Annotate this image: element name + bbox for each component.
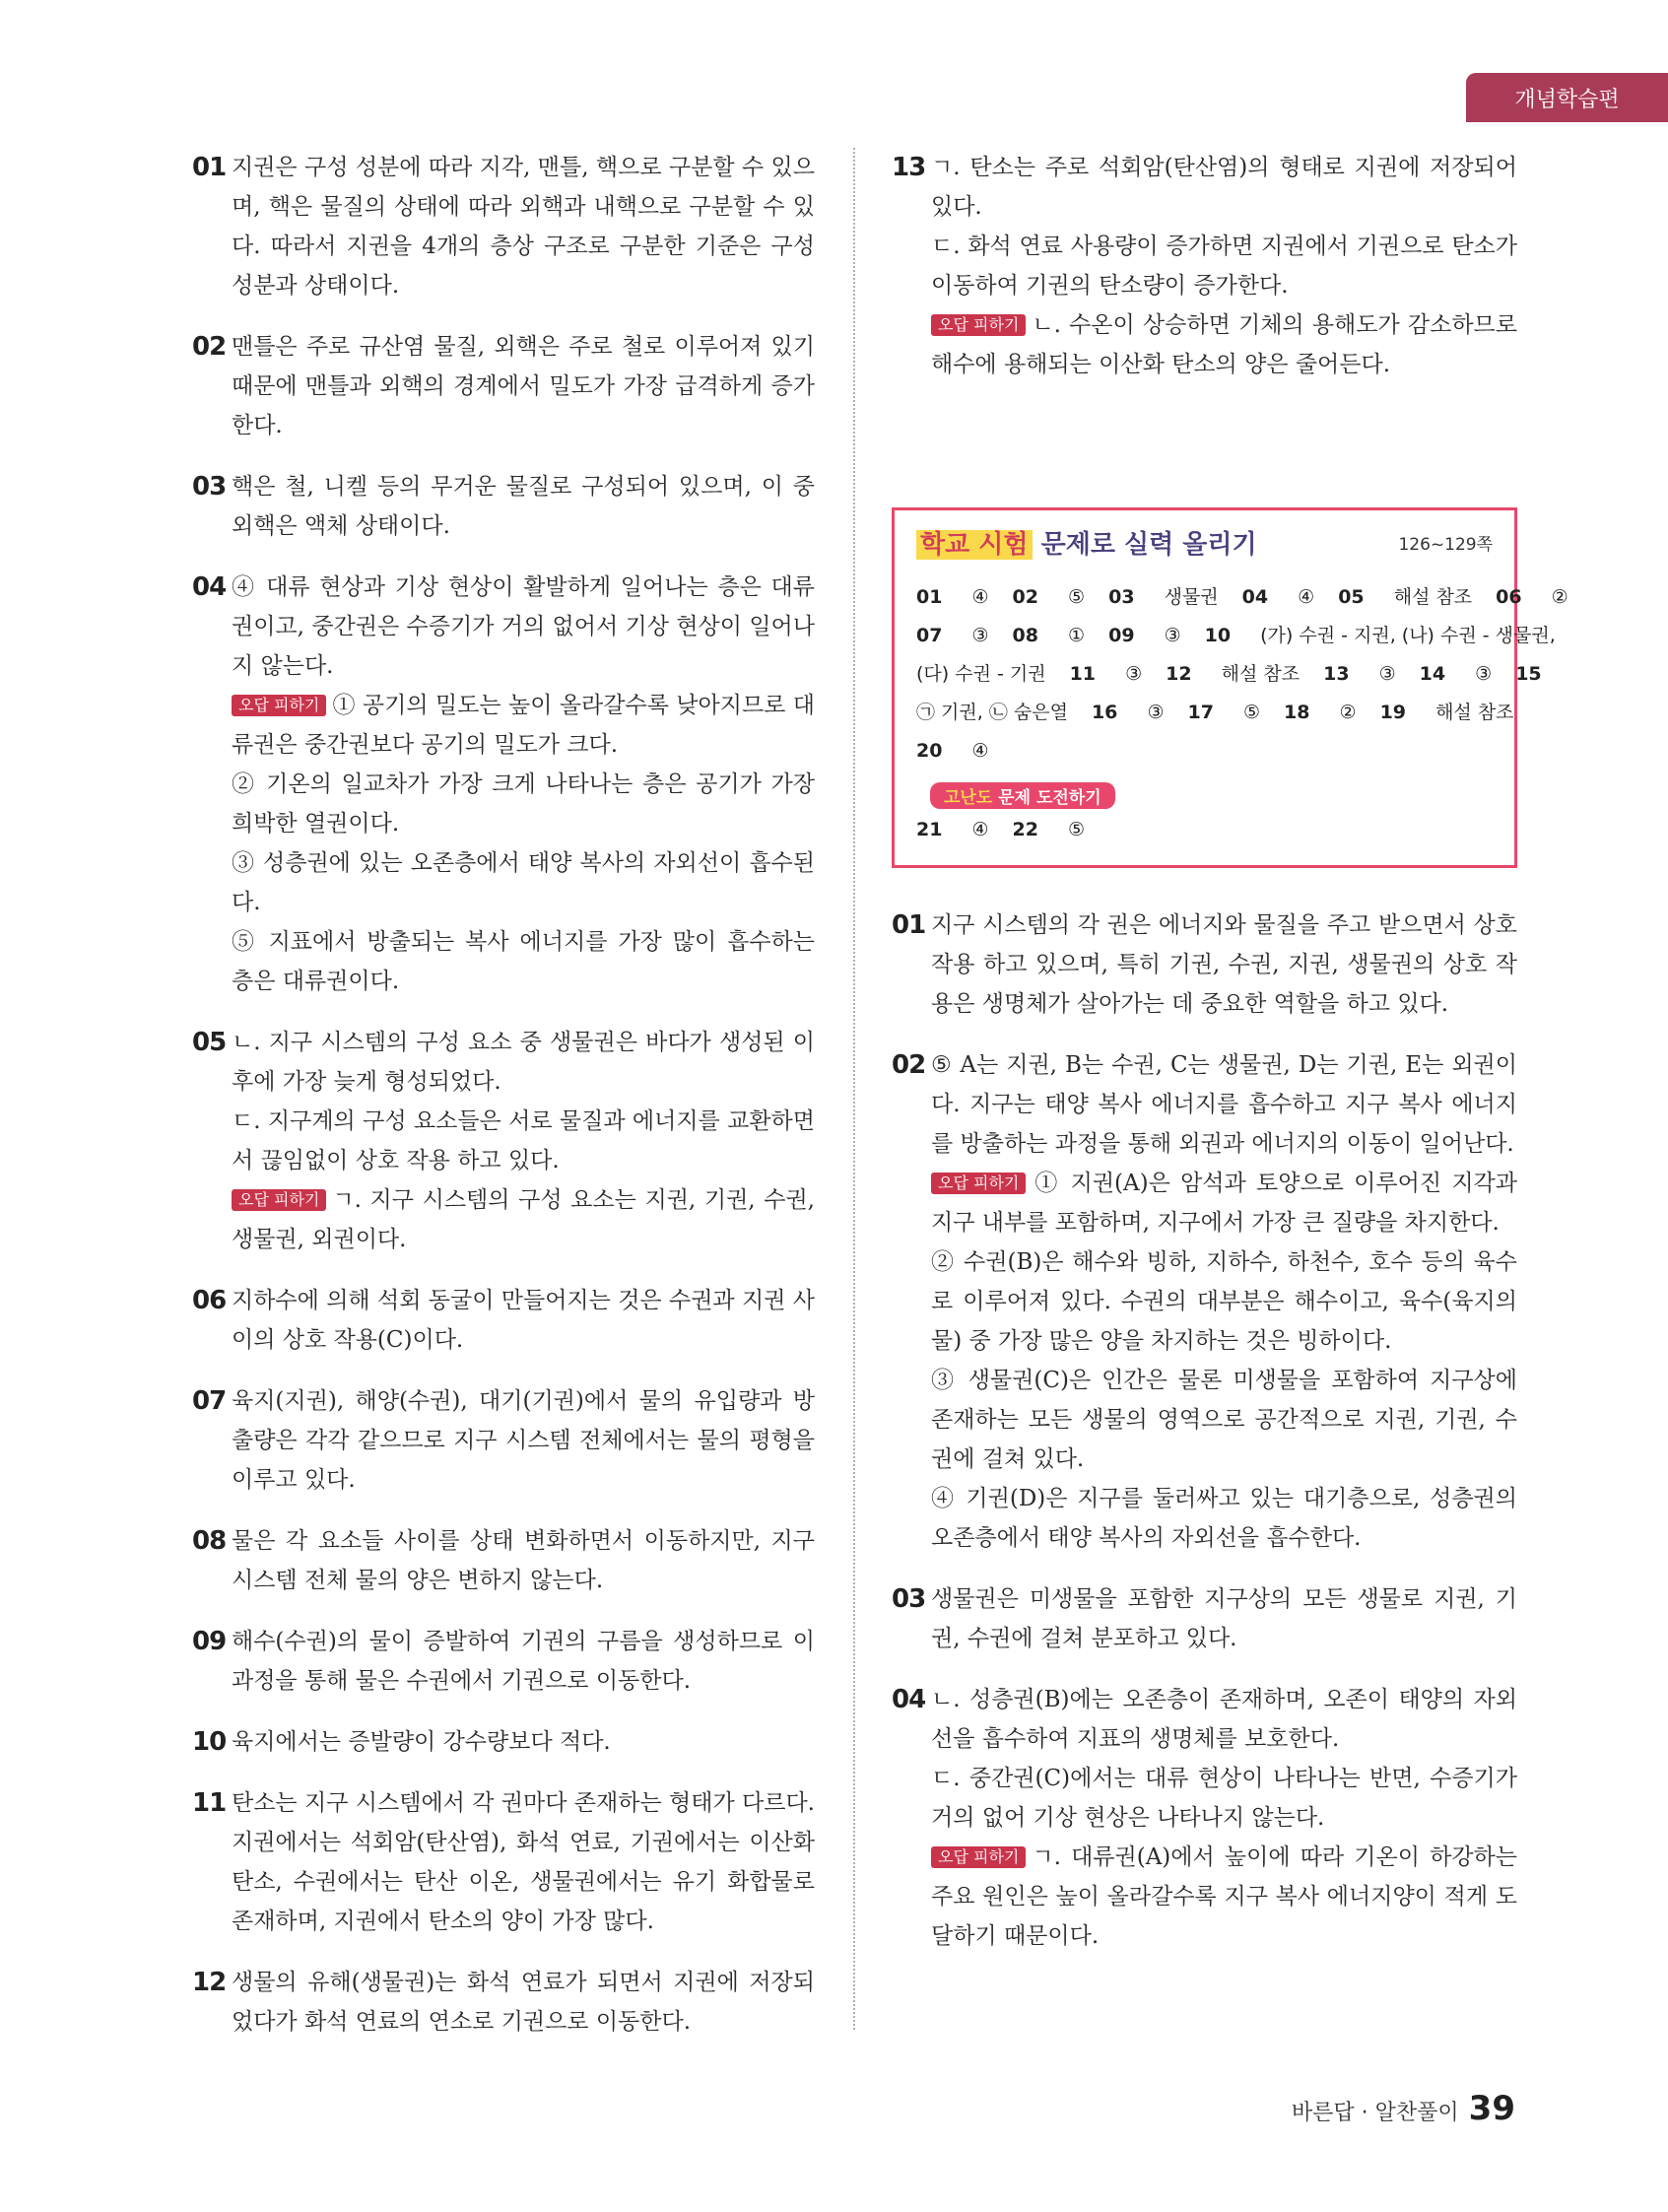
answer-value: 해설 참조: [1393, 586, 1473, 608]
answer-item: [192, 1722, 815, 1762]
item-number: 13: [892, 153, 926, 182]
answer-value: ③: [1475, 663, 1493, 685]
explanation-sentence: 생물권은 미생물을 포함한 지구상의 모든 생물로 지권, 기권, 수권에 걸쳐 분포하고 있다.: [931, 1586, 1517, 1651]
answer-item: [192, 1521, 815, 1600]
explanation-sentence: ㄱ. 대류권(A)에서 높이에 따라 기온이 하강하는 주요 원인은 높이 올라갈수록 지구 복사 에너지양이 적게 도달하기 때문이다.: [931, 1844, 1517, 1949]
answer-value: ③: [1164, 625, 1181, 646]
explanation-text: [931, 1759, 1517, 1838]
challenge-answer-list: [916, 811, 1493, 849]
explanation-text: [931, 1361, 1517, 1479]
answer-number: 11: [1069, 663, 1097, 685]
explanation-text: [232, 327, 815, 445]
answer-row: [916, 694, 1514, 732]
answer-summary-box: [892, 507, 1568, 868]
explanation-sentence: ⑤ A는 지권, B는 수권, C는 생물권, D는 기권, E는 외권이다. 지구는 태양 복사 에너지를 흡수하고 지구 복사 에너지를 방출하는 과정을 통해 외권과 에너지의 이동이 일어난다.: [931, 1052, 1517, 1157]
answer-number: 16: [1091, 702, 1118, 723]
answer-entry: [1070, 663, 1143, 685]
answer-entry: [1166, 663, 1300, 685]
answer-entry: [916, 740, 989, 762]
answer-number: 10: [1204, 625, 1232, 646]
answer-number: 02: [1012, 586, 1038, 608]
explanation-sentence: ㄱ. 지구 시스템의 구성 요소는 지권, 기권, 수권, 생물권, 외권이다.: [232, 1187, 815, 1252]
explanation-text: [931, 1045, 1517, 1164]
answer-item: [192, 1783, 815, 1941]
answer-number: 18: [1284, 702, 1310, 723]
explanation-sentence: ㄷ. 화석 연료 사용량이 증가하면 지권에서 기권으로 탄소가 이동하여 기권의 탄소량이 증가한다.: [931, 234, 1517, 299]
answer-row: [916, 655, 1542, 694]
answer-item: [892, 1045, 1517, 1558]
explanation-text: [931, 227, 1517, 305]
wrong-answer-badge: 오답 피하기: [931, 314, 1026, 336]
answer-entry: [1338, 586, 1472, 608]
footer-label: 바른답 · 알찬풀이: [1291, 2101, 1459, 2125]
answer-value: ㉠ 기권, ㉡ 숨은열: [916, 702, 1068, 723]
answer-value: ②: [1339, 702, 1357, 723]
page-footer: [1292, 2089, 1515, 2128]
answer-entry: [1108, 625, 1181, 646]
answer-value: ⑤: [1068, 586, 1086, 608]
wrong-answer-badge: 오답 피하기: [931, 1173, 1026, 1194]
explanation-sentence: 지권은 구성 성분에 따라 지각, 맨틀, 핵으로 구분할 수 있으며, 핵은 물질의 상태에 따라 외핵과 내핵으로 구분할 수 있다. 따라서 지권을 4개의 층상 구조로 구분한 기준은 구성 성분과 상태이다.: [232, 155, 815, 299]
explanation-text: [232, 1381, 815, 1500]
item-number: 03: [892, 1584, 926, 1614]
item-number: 02: [892, 1050, 926, 1080]
answer-value: 해설 참조: [1221, 663, 1301, 685]
wrong-answer-badge: 오답 피하기: [232, 1189, 326, 1211]
answer-entry: [1187, 702, 1260, 723]
explanation-text: [931, 1838, 1517, 1956]
answer-value: 해설 참조: [1435, 702, 1514, 723]
answer-value: ④: [971, 819, 989, 840]
answer-entry: [916, 702, 1068, 723]
answer-number: 04: [1241, 586, 1269, 608]
section-tag: 개념학습편: [1466, 73, 1668, 122]
item-number: 09: [192, 1627, 227, 1656]
answer-item: [192, 1622, 815, 1701]
explanation-sentence: ② 수권(B)은 해수와 빙하, 지하수, 하천수, 호수 등의 육수로 이루어져 있다. 수권의 대부분은 해수이고, 육수(육지의 물) 중 가장 많은 양을 차지하는 것은 빙하이다.: [931, 1249, 1517, 1354]
explanation-sentence: ③ 성층권에 있는 오존층에서 태양 복사의 자외선이 흡수된다.: [232, 850, 815, 915]
answer-entry: [1515, 663, 1565, 685]
item-number: 08: [192, 1526, 227, 1556]
explanation-text: [931, 1579, 1517, 1658]
wrong-answer-badge: 오답 피하기: [931, 1846, 1026, 1868]
challenge-label: 고난도 문제 도전하기: [930, 782, 1115, 809]
answer-value: ②: [1551, 586, 1568, 608]
explanation-sentence: ④ 기권(D)은 지구를 둘러싸고 있는 대기층으로, 성층권의 오존층에서 태양 복사의 자외선을 흡수한다.: [931, 1486, 1517, 1551]
answer-value: ⑤: [1242, 702, 1261, 723]
explanation-text: [232, 1963, 815, 2042]
answer-value: ③: [1125, 663, 1143, 685]
explanation-sentence: ㄴ. 수온이 상승하면 기체의 용해도가 감소하므로 해수에 용해되는 이산화 탄소의 양은 줄어든다.: [931, 312, 1517, 377]
explanation-sentence: 지하수에 의해 석회 동굴이 만들어지는 것은 수권과 지권 사이의 상호 작용(C)이다.: [232, 1288, 815, 1353]
answer-number: 14: [1419, 663, 1446, 685]
wrong-answer-badge: 오답 피하기: [232, 695, 326, 716]
explanation-sentence: 육지에서는 증발량이 강수량보다 적다.: [232, 1729, 611, 1755]
answer-entry: [1108, 586, 1219, 608]
answer-item: [892, 1579, 1517, 1658]
explanation-text: [232, 1521, 815, 1600]
explanation-text: [232, 1180, 815, 1259]
item-number: 03: [192, 472, 227, 502]
answer-number: 19: [1379, 702, 1407, 723]
answer-entry: [1242, 586, 1315, 608]
answer-row: [916, 732, 1493, 771]
explanation-text: [232, 568, 815, 686]
explanation-sentence: ② 기온의 일교차가 가장 크게 나타나는 층은 공기가 가장 희박한 열권이다.: [232, 771, 815, 837]
explanation-text: [931, 1164, 1517, 1242]
answer-number: 20: [916, 740, 943, 762]
explanation-text: [931, 905, 1517, 1024]
answer-item: [192, 1023, 815, 1259]
answer-value: ④: [971, 740, 989, 762]
answer-number: 22: [1012, 819, 1038, 840]
explanation-text: [232, 922, 815, 1001]
explanation-sentence: ⑤ 지표에서 방출되는 복사 에너지를 가장 많이 흡수하는 층은 대류권이다.: [232, 929, 815, 994]
explanation-sentence: 탄소는 지구 시스템에서 각 권마다 존재하는 형태가 다르다. 지권에서는 석회암(탄산염), 화석 연료, 기권에서는 이산화 탄소, 수권에서는 탄산 이온, 생물권에서는 유기 화합물로 존재하며, 지권에서 탄소의 양이 가장 많다.: [232, 1790, 815, 1934]
item-number: 12: [192, 1968, 227, 1997]
answer-value: ④: [971, 586, 989, 608]
item-number: 04: [892, 1685, 926, 1714]
answer-entry: [1323, 663, 1396, 685]
answer-value: ③: [1378, 663, 1396, 685]
answer-entry: [1420, 663, 1493, 685]
explanation-text: [232, 1102, 815, 1180]
answer-entry: [1013, 625, 1086, 646]
answer-number: 03: [1108, 586, 1135, 608]
explanation-text: [232, 1023, 815, 1102]
explanation-text: [232, 467, 815, 546]
answer-box-title: 학교 시험 문제로 실력 올리기: [916, 524, 1257, 561]
explanation-sentence: 육지(지권), 해양(수권), 대기(기권)에서 물의 유입량과 방출량은 각각 같으므로 지구 시스템 전체에서는 물의 평형을 이루고 있다.: [232, 1388, 815, 1493]
answer-item: [192, 467, 815, 546]
answer-row: [916, 811, 1493, 849]
answer-entry: [1092, 702, 1165, 723]
explanation-text: [931, 1242, 1517, 1361]
answer-item: [192, 148, 815, 305]
answer-value: ①: [1068, 625, 1086, 646]
explanation-sentence: 물은 각 요소들 사이를 상태 변화하면서 이동하지만, 지구 시스템 전체 물의 양은 변하지 않는다.: [232, 1528, 815, 1593]
explanation-text: [931, 1479, 1517, 1558]
answer-box-pages: 126~129쪽: [1398, 535, 1493, 555]
item-number: 02: [192, 332, 227, 362]
answer-entry: [916, 586, 989, 608]
answer-item: [192, 1963, 815, 2042]
explanation-text: [931, 148, 1517, 227]
answer-entry: [916, 625, 989, 646]
answer-value: (다) 수권 - 기권: [916, 663, 1046, 685]
item-number: 11: [192, 1788, 227, 1818]
explanation-sentence: 핵은 철, 니켈 등의 무거운 물질로 구성되어 있으며, 이 중 외핵은 액체 상태이다.: [232, 474, 815, 539]
answer-number: 17: [1187, 702, 1214, 723]
explanation-text: [232, 686, 815, 765]
explanation-text: [232, 1281, 815, 1360]
answer-item: [192, 568, 815, 1001]
explanation-sentence: ㄱ. 탄소는 주로 석회암(탄산염)의 형태로 지권에 저장되어 있다.: [931, 155, 1517, 220]
answer-number: 09: [1108, 625, 1135, 646]
answer-number: 06: [1496, 586, 1522, 608]
answer-entry: [1284, 702, 1357, 723]
item-number: 05: [192, 1028, 227, 1057]
answer-item: [192, 1281, 815, 1360]
item-number: 04: [192, 572, 227, 602]
answer-item: [192, 327, 815, 445]
answer-entry: [916, 663, 1046, 685]
answer-entry: [916, 819, 989, 840]
right-column: [892, 148, 1568, 1977]
answer-number: 05: [1338, 586, 1365, 608]
explanation-sentence: ㄴ. 지구 시스템의 구성 요소 중 생물권은 바다가 생성된 이후에 가장 늦게 형성되었다.: [232, 1030, 815, 1095]
answer-entry: [1496, 586, 1568, 608]
answer-value: ④: [1298, 586, 1315, 608]
answer-number: 01: [916, 586, 943, 608]
explanation-text: [232, 1622, 815, 1701]
answer-number: 12: [1166, 663, 1192, 685]
explanation-text: [232, 148, 815, 305]
answer-value: ⑤: [1068, 819, 1086, 840]
page-number: 39: [1468, 2089, 1515, 2128]
explanation-text: [232, 765, 815, 843]
item-number: 06: [192, 1286, 227, 1315]
answer-number: 15: [1515, 663, 1542, 685]
explanation-text: [232, 1783, 815, 1941]
explanation-text: [232, 843, 815, 922]
column-divider: [853, 148, 855, 2030]
explanation-sentence: ① 지권(A)은 암석과 토양으로 이루어진 지각과 지구 내부를 포함하며, 지구에서 가장 큰 질량을 차지한다.: [931, 1171, 1517, 1236]
explanation-text: [931, 305, 1517, 384]
left-column: [192, 148, 815, 2063]
answer-item: [192, 1381, 815, 1500]
explanation-sentence: ① 공기의 밀도는 높이 올라갈수록 낮아지므로 대류권은 중간권보다 공기의 밀도가 크다.: [232, 693, 815, 758]
answer-list: [916, 578, 1568, 771]
explanation-sentence: 지구 시스템의 각 권은 에너지와 물질을 주고 받으면서 상호 작용 하고 있으며, 특히 기권, 수권, 지권, 생물권의 상호 작용은 생명체가 살아가는 데 중요한 역할을 하고 있다.: [931, 912, 1517, 1017]
answer-value: ③: [971, 625, 989, 646]
answer-row: [916, 617, 1556, 655]
explanation-sentence: ㄴ. 성층권(B)에는 오존층이 존재하며, 오존이 태양의 자외선을 흡수하여 지표의 생명체를 보호한다.: [931, 1687, 1517, 1752]
answer-item: [892, 148, 1517, 384]
item-number: 01: [192, 153, 227, 182]
item-number: 10: [192, 1727, 227, 1757]
answer-value: 생물권: [1164, 586, 1219, 608]
answer-value: (가) 수권 - 지권, (나) 수권 - 생물권,: [1260, 625, 1556, 646]
answer-value: ③: [1147, 702, 1165, 723]
explanation-text: [931, 1680, 1517, 1759]
answer-entry: [1380, 702, 1514, 723]
explanation-sentence: 맨틀은 주로 규산염 물질, 외핵은 주로 철로 이루어져 있기 때문에 맨틀과 외핵의 경계에서 밀도가 가장 급격하게 증가한다.: [232, 334, 815, 438]
answer-entry: [1013, 819, 1086, 840]
explanation-sentence: 생물의 유해(생물권)는 화석 연료가 되면서 지권에 저장되었다가 화석 연료의 연소로 기권으로 이동한다.: [232, 1970, 815, 2035]
answer-item: [892, 905, 1517, 1024]
answer-row: [916, 578, 1568, 617]
answer-number: 08: [1012, 625, 1038, 646]
explanation-sentence: 해수(수권)의 물이 증발하여 기권의 구름을 생성하므로 이 과정을 통해 물은 수권에서 기권으로 이동한다.: [232, 1629, 815, 1694]
answer-number: 07: [916, 625, 943, 646]
explanation-sentence: ④ 대류 현상과 기상 현상이 활발하게 일어나는 층은 대류권이고, 중간권은 수증기가 거의 없어서 기상 현상이 일어나지 않는다.: [232, 574, 815, 679]
answer-number: 13: [1323, 663, 1350, 685]
item-number: 07: [192, 1386, 227, 1416]
item-number: 01: [892, 910, 926, 940]
explanation-text: [232, 1722, 815, 1762]
answer-entry: [1205, 625, 1556, 646]
explanation-sentence: ㄷ. 지구계의 구성 요소들은 서로 물질과 에너지를 교환하면서 끊임없이 상호 작용 하고 있다.: [232, 1108, 815, 1173]
answer-entry: [1013, 586, 1086, 608]
answer-number: 21: [916, 819, 943, 840]
explanation-sentence: ③ 생물권(C)은 인간은 물론 미생물을 포함하여 지구상에 존재하는 모든 생물의 영역으로 공간적으로 지권, 기권, 수권에 걸쳐 있다.: [931, 1368, 1517, 1472]
answer-item: [892, 1680, 1517, 1956]
explanation-sentence: ㄷ. 중간권(C)에서는 대류 현상이 나타나는 반면, 수증기가 거의 없어 기상 현상은 나타나지 않는다.: [931, 1766, 1517, 1831]
